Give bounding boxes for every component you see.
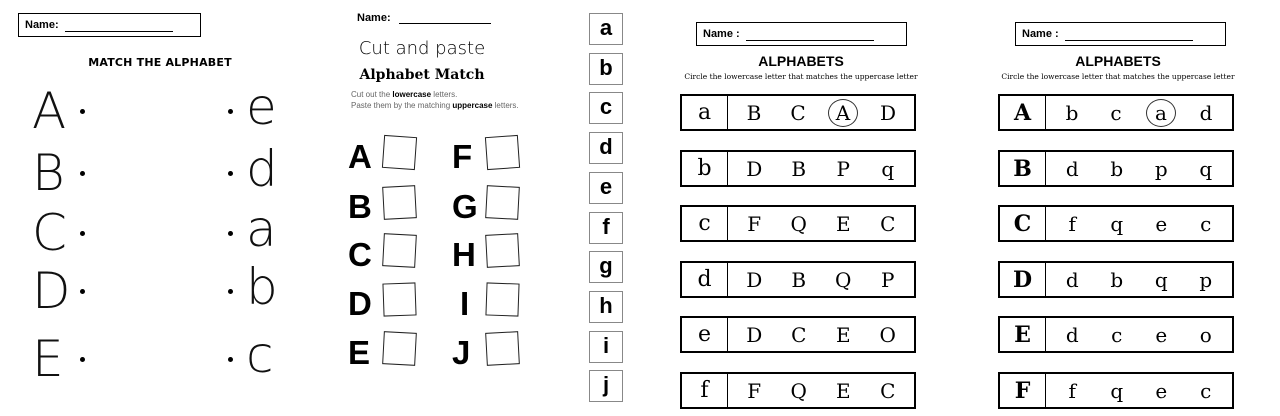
p2-right-letter: G — [452, 188, 478, 225]
p4-name-label: Name : — [703, 28, 740, 40]
p2-left-letter: D — [348, 285, 372, 322]
panel4-option[interactable]: C — [790, 100, 806, 125]
p2-paste-box[interactable] — [382, 331, 417, 366]
panel4-option[interactable]: E — [835, 378, 851, 403]
panel5-row-key: C — [1000, 207, 1046, 240]
p4-subtitle: Circle the lowercase letter that matches the uppercase letter — [684, 72, 918, 81]
panel4-row-options — [728, 378, 914, 404]
panel4-row-key: a — [682, 96, 728, 129]
p4-name-field[interactable] — [696, 22, 907, 46]
panel5-row — [998, 261, 1234, 298]
panel5-option[interactable]: f — [1068, 211, 1076, 236]
p2-instr2-bold: uppercase — [452, 101, 493, 110]
p1-lowercase-letter: e — [246, 78, 277, 136]
panel5-option[interactable]: d — [1065, 322, 1079, 347]
panel5-option[interactable]: a — [1146, 99, 1176, 127]
p2-instr1-pre: Cut out the — [351, 90, 393, 99]
p1-uppercase-letter: B — [32, 144, 65, 202]
panel4-row-options — [728, 99, 914, 127]
p2-instr2-post: letters. — [492, 101, 519, 110]
p2-right-letter: J — [452, 334, 471, 371]
panel4-option[interactable]: E — [835, 322, 851, 347]
panel4-row — [680, 316, 916, 353]
panel4-option[interactable]: D — [746, 156, 763, 181]
p1-right-dot[interactable] — [228, 171, 233, 176]
p1-lowercase-letter: b — [246, 258, 278, 316]
p2-left-letter: A — [348, 138, 372, 175]
panel4-row — [680, 261, 916, 298]
panel5-row — [998, 316, 1234, 353]
p2-paste-box[interactable] — [382, 282, 416, 316]
panel4-option[interactable]: q — [881, 156, 895, 181]
p3-letter-tile[interactable]: h — [589, 291, 623, 323]
p3-letter-tile[interactable]: b — [589, 53, 623, 85]
panel4-option[interactable]: P — [836, 156, 850, 181]
p1-lowercase-letter: d — [246, 140, 278, 198]
p2-left-letter: B — [348, 188, 372, 225]
panel5-option[interactable]: e — [1155, 211, 1168, 236]
panel4-row-key: d — [682, 263, 728, 296]
p1-left-dot[interactable] — [80, 289, 85, 294]
p1-name-label: Name: — [25, 19, 59, 31]
panel4-option[interactable]: C — [791, 322, 807, 347]
p1-uppercase-letter: A — [32, 82, 67, 140]
panel4-option[interactable]: Q — [790, 211, 807, 236]
p1-left-dot[interactable] — [80, 171, 85, 176]
p1-right-dot[interactable] — [228, 357, 233, 362]
panel5-option[interactable]: p — [1199, 267, 1213, 292]
p5-name-label: Name : — [1022, 28, 1059, 40]
panel5-row-key: F — [1000, 374, 1046, 407]
p2-right-letter: H — [452, 236, 476, 273]
panel4-row-key: f — [682, 374, 728, 407]
panel4-option[interactable]: C — [880, 211, 896, 236]
panel4-row-key: c — [682, 207, 728, 240]
panel5-row-options — [1046, 99, 1232, 127]
panel4-row-options — [728, 156, 914, 182]
p2-instruction-2 — [351, 101, 551, 110]
panel5-option[interactable]: b — [1110, 156, 1124, 181]
p1-name-line — [65, 19, 173, 32]
panel5-option[interactable]: q — [1199, 156, 1213, 181]
p2-title-line1: Cut and paste — [358, 38, 486, 59]
p1-right-dot[interactable] — [228, 289, 233, 294]
panel4-option[interactable]: D — [746, 267, 763, 292]
panel5-row-options — [1046, 378, 1232, 404]
panel4-option[interactable]: D — [879, 100, 897, 125]
panel4-row-key: b — [682, 152, 728, 185]
panel5-option[interactable]: q — [1110, 211, 1124, 236]
panel4-option[interactable]: E — [835, 211, 851, 236]
p3-letter-tile[interactable]: e — [589, 172, 623, 204]
panel5-option[interactable]: f — [1068, 378, 1076, 403]
p4-title: ALPHABETS — [758, 53, 844, 69]
p2-name-line — [399, 13, 491, 24]
p2-right-letter: F — [452, 138, 473, 175]
panel4-row — [680, 150, 916, 187]
p1-uppercase-letter: C — [32, 204, 67, 262]
panel5-option[interactable]: c — [1111, 322, 1123, 347]
panel5-option[interactable]: o — [1199, 322, 1212, 347]
p1-right-dot[interactable] — [228, 231, 233, 236]
panel5-option[interactable]: q — [1110, 378, 1124, 403]
panel5-row — [998, 372, 1234, 409]
p1-right-dot[interactable] — [228, 109, 233, 114]
p4-name-line — [746, 28, 874, 41]
panel5-row — [998, 94, 1234, 131]
p5-subtitle: Circle the lowercase letter that matches the uppercase letter — [1001, 72, 1235, 81]
p1-lowercase-letter: c — [246, 326, 274, 384]
panel5-option[interactable]: c — [1200, 211, 1212, 236]
p2-instr2-pre: Paste them by the matching — [351, 101, 453, 110]
panel4-row-options — [728, 267, 914, 293]
panel5-row — [998, 205, 1234, 242]
p3-letter-tile[interactable]: j — [589, 370, 623, 402]
panel4-option[interactable]: P — [881, 267, 895, 292]
panel5-row-key: B — [1000, 152, 1046, 185]
p2-paste-box[interactable] — [485, 233, 520, 268]
panel4-option[interactable]: Q — [790, 378, 807, 403]
panel5-option[interactable]: d — [1199, 100, 1213, 125]
panel4-option[interactable]: F — [747, 378, 762, 403]
panel4-option[interactable]: B — [791, 156, 807, 181]
panel4-row-options — [728, 211, 914, 237]
p5-title: ALPHABETS — [1075, 53, 1161, 69]
p3-letter-tile[interactable]: d — [589, 132, 623, 164]
p1-uppercase-letter: E — [32, 330, 64, 388]
p2-paste-box[interactable] — [485, 135, 520, 170]
p2-right-letter: I — [460, 285, 470, 322]
panel5-option[interactable]: e — [1155, 322, 1168, 347]
panel4-option[interactable]: Q — [835, 267, 852, 292]
panel5-option[interactable]: e — [1155, 378, 1168, 403]
p5-name-field[interactable] — [1015, 22, 1226, 46]
panel5-row-options — [1046, 156, 1232, 182]
panel5-row-key: E — [1000, 318, 1046, 351]
panel4-option[interactable]: D — [746, 322, 763, 347]
p1-left-dot[interactable] — [80, 357, 85, 362]
panel4-row-key: e — [682, 318, 728, 351]
panel4-option[interactable]: O — [879, 322, 896, 347]
panel4-row-options — [728, 322, 914, 348]
panel5-row — [998, 150, 1234, 187]
p3-letter-tile[interactable]: a — [589, 13, 623, 45]
panel5-option[interactable]: p — [1154, 156, 1168, 181]
panel5-option[interactable]: b — [1065, 100, 1079, 125]
p2-instruction-1 — [351, 90, 551, 99]
p2-name-label: Name: — [357, 12, 391, 24]
p2-name-field[interactable] — [357, 12, 491, 24]
p3-letter-tile[interactable]: c — [589, 92, 623, 124]
panel4-option[interactable]: F — [747, 211, 762, 236]
p2-instr1-post: letters. — [431, 90, 458, 99]
p1-lowercase-letter: a — [246, 200, 277, 258]
panel5-option[interactable]: c — [1200, 378, 1212, 403]
panel4-row — [680, 372, 916, 409]
panel5-option[interactable]: c — [1110, 100, 1122, 125]
p2-instr1-bold: lowercase — [392, 90, 432, 99]
panel4-option[interactable]: A — [828, 99, 858, 127]
panel5-row-key: D — [1000, 263, 1046, 296]
p1-uppercase-letter: D — [32, 262, 71, 320]
panel4-option[interactable]: C — [880, 378, 896, 403]
p3-letter-tile[interactable]: i — [589, 331, 623, 363]
panel5-row-options — [1046, 322, 1232, 348]
p1-name-field[interactable] — [18, 13, 201, 37]
p3-letter-tile[interactable]: g — [589, 251, 623, 283]
p2-paste-box[interactable] — [382, 233, 417, 268]
panel5-option[interactable]: b — [1110, 267, 1124, 292]
panel5-option[interactable]: d — [1065, 267, 1079, 292]
p2-left-letter: C — [348, 236, 372, 273]
p1-title: MATCH THE ALPHABET — [88, 56, 232, 69]
p3-letter-tile[interactable]: f — [589, 212, 623, 244]
panel5-row-key: A — [1000, 96, 1046, 129]
panel5-row-options — [1046, 211, 1232, 237]
p2-paste-box[interactable] — [485, 282, 519, 316]
p2-paste-box[interactable] — [485, 331, 520, 366]
p2-paste-box[interactable] — [382, 135, 417, 170]
p2-title-line2: Alphabet Match — [359, 67, 485, 83]
p2-left-letter: E — [348, 334, 371, 371]
panel4-option[interactable]: B — [746, 100, 762, 125]
panel4-option[interactable]: B — [791, 267, 807, 292]
panel4-row — [680, 205, 916, 242]
panel4-row — [680, 94, 916, 131]
p5-name-line — [1065, 28, 1193, 41]
p1-left-dot[interactable] — [80, 109, 85, 114]
p2-paste-box[interactable] — [382, 185, 417, 220]
p1-left-dot[interactable] — [80, 231, 85, 236]
panel5-row-options — [1046, 267, 1232, 293]
p2-paste-box[interactable] — [485, 185, 520, 220]
panel5-option[interactable]: d — [1065, 156, 1079, 181]
panel5-option[interactable]: q — [1154, 267, 1168, 292]
